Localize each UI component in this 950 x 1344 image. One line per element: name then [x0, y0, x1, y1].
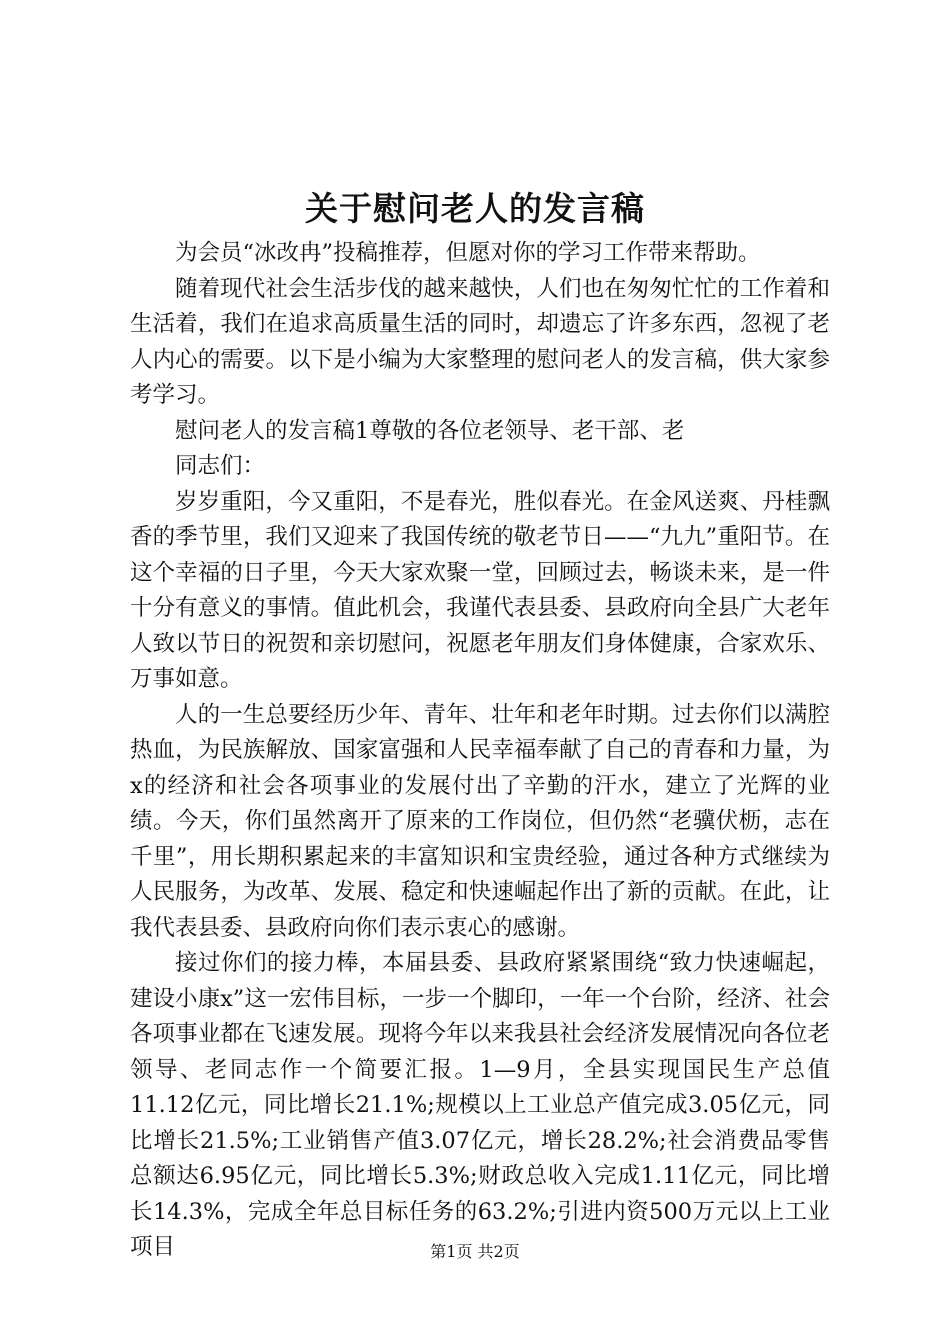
page-number-footer: 第1页 共2页 [430, 1242, 520, 1261]
paragraph-salutation: 同志们： [175, 453, 266, 479]
paragraph-preface: 随着现代社会生活步伐的越来越快，人们也在匆匆忙忙的工作着和生活着，我们在追求高质量生活的同时，却遗忘了许多东西，忽视了老人内心的需要。以下是小编为大家整理的慰问老人的发言稿，供大家参考学习。 [130, 275, 830, 408]
document-title: 关于慰问老人的发言稿 [305, 189, 645, 228]
paragraph-intro: 为会员“冰改冉”投稿推荐，但愿对你的学习工作带来帮助。 [175, 240, 761, 266]
document-body [130, 236, 830, 1266]
paragraph-heading: 慰问老人的发言稿1尊敬的各位老领导、老干部、老 [175, 417, 685, 444]
paragraph-greeting: 岁岁重阳，今又重阳，不是春光，胜似春光。在金风送爽、丹桂飘香的季节里，我们又迎来了我国传统的敬老节日——“九九”重阳节。在这个幸福的日子里，今天大家欢聚一堂，回顾过去，畅谈未来，是一件十分有意义的事情。值此机会，我谨代表县委、县政府向全县广大老年人致以节日的祝贺和亲切慰问，祝愿老年朋友们身体健康，合家欢乐、万事如意。 [130, 488, 830, 692]
paragraph-report: 接过你们的接力棒，本届县委、县政府紧紧围绕“致力快速崛起，建设小康x”这一宏伟目标，一步一个脚印，一年一个台阶，经济、社会各项事业都在飞速发展。现将今年以来我县社会经济发展情况向各位老领导、老同志作一个简要汇报。1—9月，全县实现国民生产总值11.12亿元，同比增长21.1%;规模以上工业总产值完成3.05亿元，同比增长21.5%;工业销售产值3.07亿元，增长28.2%;社会消费品零售总额达6.95亿元，同比增长5.3%;财政总收入完成1.11亿元，同比增长14.3%，完成全年总目标任务的63.2%;引进内资500万元以上工业项目 [130, 950, 830, 1260]
paragraph-gratitude: 人的一生总要经历少年、青年、壮年和老年时期。过去你们以满腔热血，为民族解放、国家富强和人民幸福奉献了自己的青春和力量，为x的经济和社会各项事业的发展付出了辛勤的汗水，建立了光辉的业绩。今天，你们虽然离开了原来的工作岗位，但仍然“老骥伏枥，志在千里”，用长期积累起来的丰富知识和宝贵经验，通过各种方式继续为人民服务，为改革、发展、稳定和快速崛起作出了新的贡献。在此，让我代表县委、县政府向你们表示衷心的感谢。 [130, 701, 830, 941]
